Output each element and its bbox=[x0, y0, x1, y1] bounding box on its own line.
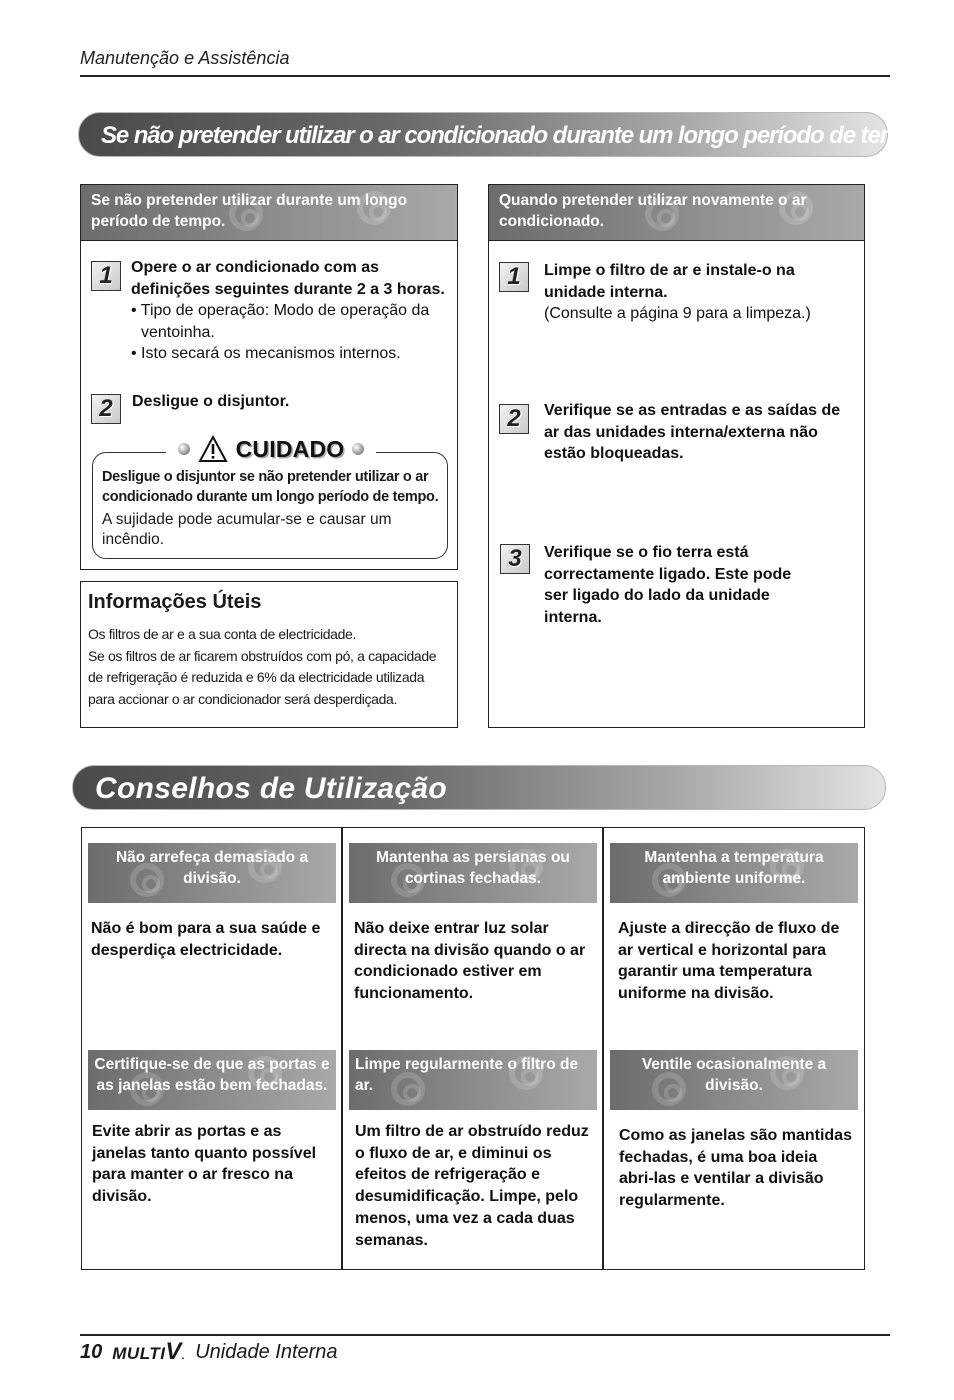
footer-title: Unidade Interna bbox=[195, 1340, 338, 1363]
left-step-1 bbox=[131, 257, 453, 365]
step-1-badge: 1 bbox=[499, 262, 529, 292]
tip-2-heading bbox=[349, 843, 597, 903]
tip-5-heading-text: Limpe regularmente o filtro de ar. bbox=[355, 1056, 579, 1094]
tip-3-body: Ajuste a direcção de fluxo de ar vertical e horizontal para garantir uma temperatura uniforme na divisão. bbox=[618, 920, 840, 1003]
step-1-badge: 1 bbox=[91, 261, 121, 291]
step-2-badge: 2 bbox=[499, 404, 529, 434]
caution-detail-text: A sujidade pode acumular-se e causar um incêndio. bbox=[102, 511, 392, 548]
useful-info-title: Informações Úteis bbox=[88, 591, 262, 613]
step-3-badge: 3 bbox=[500, 544, 530, 574]
running-header: Manutenção e Assistência bbox=[80, 48, 290, 68]
header-rule bbox=[80, 75, 890, 77]
tip-1-heading-text: Não arrefeça demasiado a divisão. bbox=[115, 849, 309, 887]
bullet-dot-icon bbox=[352, 443, 364, 455]
right-step-3-instruction: Verifique se o fio terra está correctamente ligado. Este pode ser ligado do lado da unidade interna. bbox=[544, 544, 792, 626]
tip-6-heading bbox=[610, 1050, 858, 1110]
left-step-1-bullet-1: • Tipo de operação: Modo de operação da ventoinha. bbox=[131, 302, 430, 341]
left-step-2-instruction: Desligue o disjuntor. bbox=[132, 393, 290, 410]
multi-v-logo-v: V bbox=[165, 1338, 182, 1365]
tip-6-heading-text: Ventile ocasionalmente a divisão. bbox=[641, 1056, 827, 1094]
right-step-1-note: (Consulte a página 9 para a limpeza.) bbox=[544, 305, 811, 322]
bullet-dot-icon bbox=[178, 443, 190, 455]
step-2-badge: 2 bbox=[91, 394, 121, 424]
tip-3-heading bbox=[610, 843, 858, 903]
section-banner-usage-tips: Conselhos de Utilização bbox=[72, 765, 886, 810]
tip-4-heading-text: Certifique-se de que as portas e as janelas estão bem fechadas. bbox=[94, 1056, 330, 1094]
restart-box-heading bbox=[489, 185, 864, 241]
tip-4-heading bbox=[88, 1050, 336, 1110]
tip-5-heading bbox=[349, 1050, 597, 1110]
caution-title bbox=[166, 432, 376, 466]
useful-info-line-1: Os filtros de ar e a sua conta de electricidade. bbox=[88, 626, 357, 642]
tip-1-body: Não é bom para a sua saúde e desperdiça electricidade. bbox=[91, 920, 321, 959]
grid-divider bbox=[341, 827, 343, 1270]
page-footer bbox=[80, 1338, 338, 1366]
left-step-1-instruction: Opere o ar condicionado com as definições seguintes durante 2 a 3 horas. bbox=[131, 259, 445, 298]
left-step-1-bullet-2: • Isto secará os mecanismos internos. bbox=[131, 345, 401, 362]
caution-warning-text: Desligue o disjuntor se não pretender utilizar o ar condicionado durante um longo período de tempo. bbox=[102, 469, 439, 505]
tip-2-heading-text: Mantenha as persianas ou cortinas fechadas. bbox=[376, 849, 570, 887]
tip-5-body: Um filtro de ar obstruído reduz o fluxo de ar, e diminui os efeitos de refrigeração e desumidificação. Limpe, pelo menos, uma vez a cada duas semanas. bbox=[355, 1123, 589, 1249]
footer-rule bbox=[80, 1334, 890, 1336]
tip-2-body: Não deixe entrar luz solar directa na divisão quando o ar condicionado estiver em funcionamento. bbox=[354, 920, 586, 1003]
storage-box-heading-text: Se não pretender utilizar durante um longo período de tempo. bbox=[91, 192, 408, 230]
storage-box-heading bbox=[81, 185, 457, 241]
tip-4-body: Evite abrir as portas e as janelas tanto quanto possível para manter o ar fresco na divisão. bbox=[92, 1123, 317, 1206]
warning-triangle-icon bbox=[198, 435, 228, 463]
section-banner-long-period: Se não pretender utilizar o ar condicionado durante um longo período de tempo bbox=[78, 112, 888, 157]
tip-3-heading-text: Mantenha a temperatura ambiente uniforme. bbox=[644, 849, 824, 887]
restart-box-heading-text: Quando pretender utilizar novamente o ar condicionado. bbox=[499, 192, 807, 230]
right-step-1-instruction: Limpe o filtro de ar e instale-o na unidade interna. bbox=[544, 262, 795, 301]
multi-v-logo-mark: . bbox=[181, 1351, 186, 1362]
grid-divider bbox=[602, 827, 604, 1270]
tip-6-body: Como as janelas são mantidas fechadas, é uma boa ideia abri-las e ventilar a divisão regularmente. bbox=[619, 1127, 852, 1210]
page-number: 10 bbox=[80, 1340, 103, 1363]
right-step-2-instruction: Verifique se as entradas e as saídas de ar das unidades interna/externa não estão bloqueadas. bbox=[544, 402, 841, 462]
multi-v-logo bbox=[112, 1338, 185, 1366]
caution-label: CUIDADO bbox=[235, 435, 345, 462]
right-step-1 bbox=[544, 260, 844, 325]
multi-v-logo-text: MULTI bbox=[112, 1344, 166, 1363]
useful-info-line-2: Se os filtros de ar ficarem obstruídos com pó, a capacidade de refrigeração é reduzida e 6% da electricidade utilizada para accionar o ar condicionador será desperdiçada. bbox=[88, 647, 437, 707]
useful-info-text bbox=[88, 624, 450, 710]
tip-1-heading bbox=[88, 843, 336, 903]
